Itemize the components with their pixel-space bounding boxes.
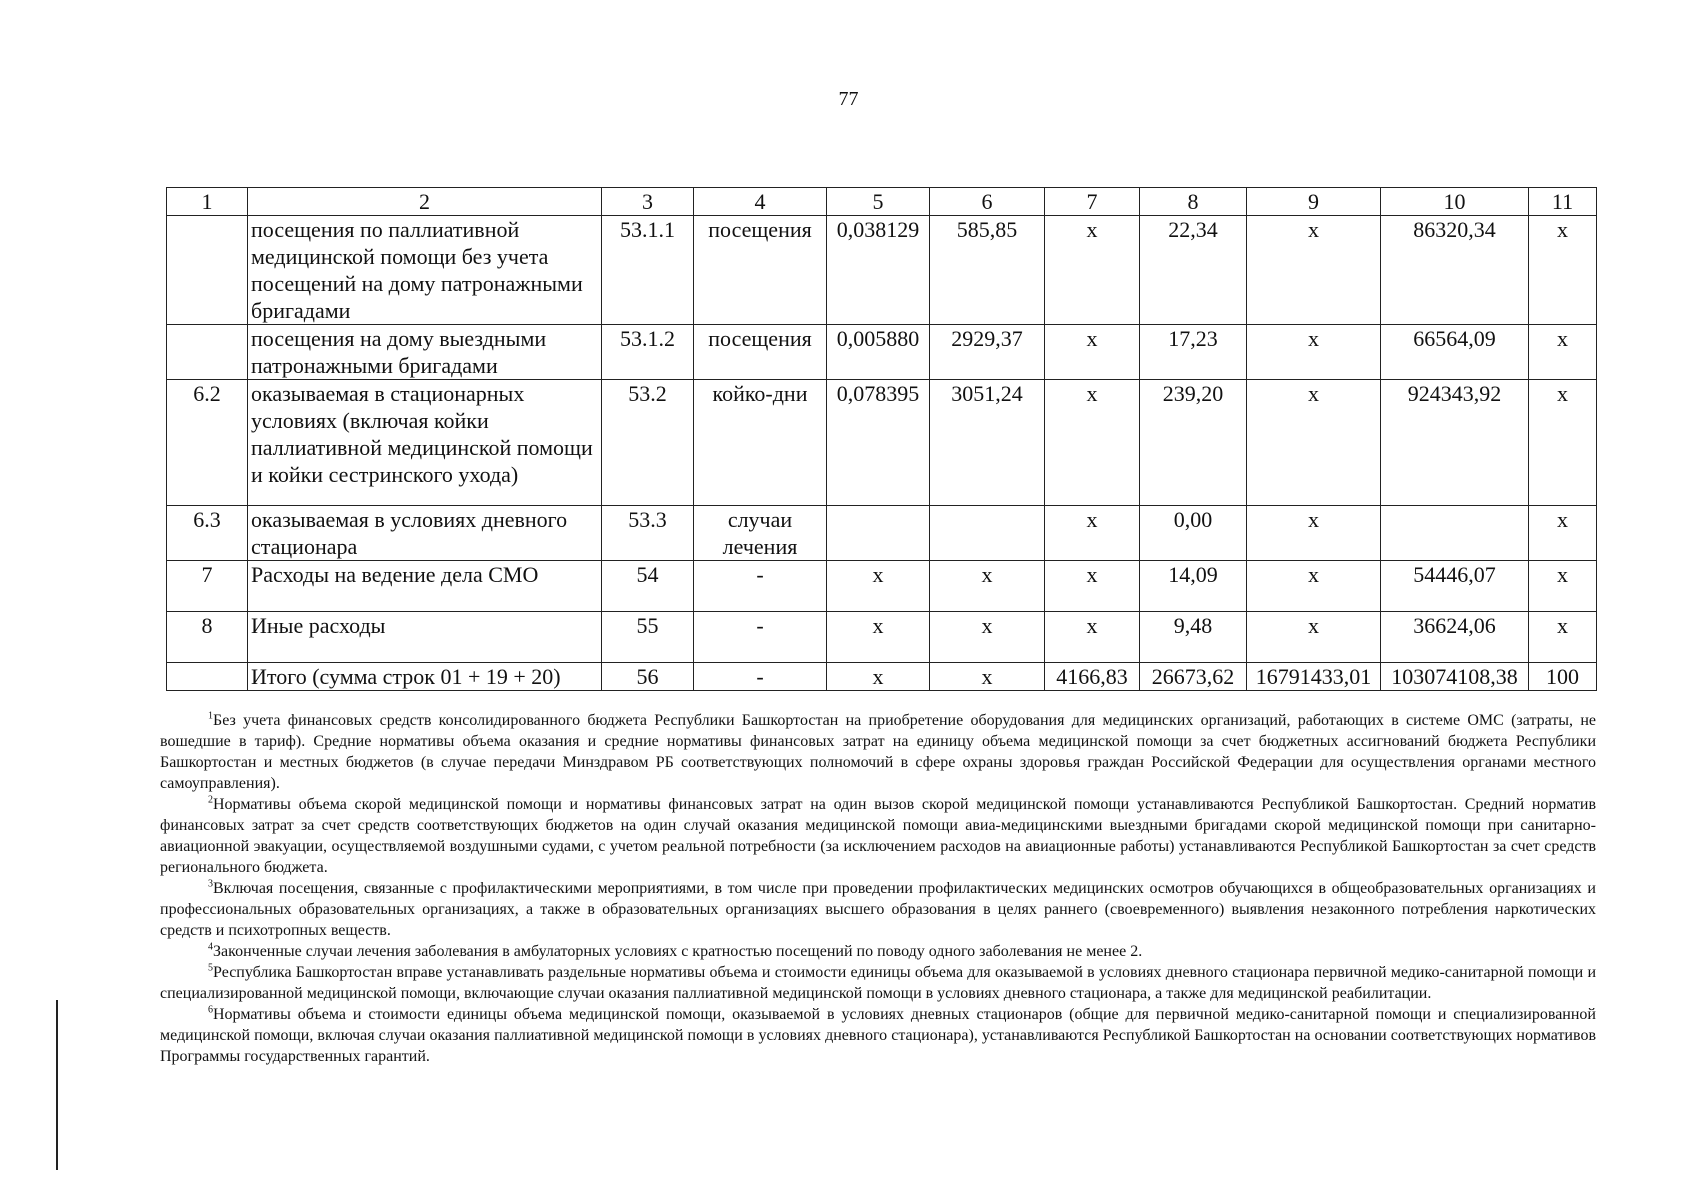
footnote-mark: 4: [208, 941, 213, 953]
table-cell: 100: [1529, 663, 1597, 691]
table-cell: х: [1247, 216, 1381, 325]
table-cell: 36624,06: [1381, 612, 1529, 663]
table-cell: 0,078395: [827, 380, 930, 506]
table-cell: 8: [167, 612, 248, 663]
header-cell: 8: [1140, 188, 1247, 216]
table-cell: 0,00: [1140, 506, 1247, 561]
table-cell: х: [1247, 506, 1381, 561]
footnote: [160, 710, 1596, 794]
table-cell: х: [827, 663, 930, 691]
table-cell: посещения: [694, 216, 827, 325]
table-cell: 66564,09: [1381, 325, 1529, 380]
table-cell: х: [930, 612, 1045, 663]
table-cell: 9,48: [1140, 612, 1247, 663]
table-cell: 7: [167, 561, 248, 612]
table-cell: 6.2: [167, 380, 248, 506]
table-cell: 239,20: [1140, 380, 1247, 506]
table-cell: посещения: [694, 325, 827, 380]
footnote-text: Республика Башкортостан вправе устанавливать раздельные нормативы объема и стоимости единицы объема для оказываемой в условиях дневного стационара первичной медико-санитарной помощи и специализированной медицинской помощи, включающие случаи оказания паллиативной медицинской помощи в условиях дневного стационара, а также для медицинской реабилитации.: [160, 964, 1596, 1002]
table-cell: 55: [602, 612, 694, 663]
table-cell: -: [694, 561, 827, 612]
header-cell: 6: [930, 188, 1045, 216]
table-cell: 53.1.2: [602, 325, 694, 380]
footnote-text: Без учета финансовых средств консолидированного бюджета Республики Башкортостан на приобретение оборудования для медицинских организаций, работающих в системе ОМС (затраты, не вошедшие в тариф). Средние нормативы объема оказания и средние нормативы финансовых затрат на единицу объема медицинской помощи за счет бюджетных ассигнований бюджета Республики Башкортостан и местных бюджетов (в случае передачи Минздравом РБ соответствующих полномочий в сфере охраны здоровья граждан Российской Федерации для осуществления органами местного самоуправления).: [160, 712, 1596, 792]
header-cell: 11: [1529, 188, 1597, 216]
table-cell: х: [1247, 325, 1381, 380]
table-cell: х: [1045, 380, 1140, 506]
table-cell: [1381, 506, 1529, 561]
margin-rule: [56, 1000, 58, 1170]
table-cell: [167, 663, 248, 691]
header-cell: 10: [1381, 188, 1529, 216]
table-cell: 924343,92: [1381, 380, 1529, 506]
table-row: [167, 612, 1597, 663]
footnote: [160, 794, 1596, 878]
footnote-text: Включая посещения, связанные с профилактическими мероприятиями, в том числе при проведении профилактических медицинских осмотров обучающихся в общеобразовательных организациях и профессиональных образовательных организациях, а также в образовательных организациях высшего образования в целях раннего (своевременного) выявления незаконного потребления наркотических средств и психотропных веществ.: [160, 880, 1596, 939]
table-cell: 16791433,01: [1247, 663, 1381, 691]
footnote-mark: 3: [208, 878, 213, 890]
table-cell: 53.3: [602, 506, 694, 561]
table-cell: [167, 325, 248, 380]
table-cell: 0,005880: [827, 325, 930, 380]
table-cell: [930, 506, 1045, 561]
table-cell: 0,038129: [827, 216, 930, 325]
header-cell: 4: [694, 188, 827, 216]
table-row: [167, 216, 1597, 325]
table-cell: х: [1045, 612, 1140, 663]
table-cell: -: [694, 663, 827, 691]
table-row: [167, 506, 1597, 561]
table-cell: х: [1045, 561, 1140, 612]
table-cell: х: [1529, 506, 1597, 561]
table-header-row: [167, 188, 1597, 216]
table-cell: 2929,37: [930, 325, 1045, 380]
row-description-cell: оказываемая в стационарных условиях (включая койки паллиативной медицинской помощи и койки сестринского ухода): [248, 380, 602, 506]
table-cell: х: [1529, 380, 1597, 506]
footnote-mark: 5: [208, 962, 213, 974]
footnote-text: Нормативы объема и стоимости единицы объема медицинской помощи, оказываемой в условиях дневных стационаров (общие для первичной медико-санитарной помощи и специализированной медицинской помощи, включая случаи оказания паллиативной медицинской помощи в условиях дневного стационара), устанавливаются Республикой Башкортостан на основании соответствующих нормативов Программы государственных гарантий.: [160, 1006, 1596, 1065]
table-cell: 26673,62: [1140, 663, 1247, 691]
table-cell: койко-дни: [694, 380, 827, 506]
footnote-text: Законченные случаи лечения заболевания в амбулаторных условиях с кратностью посещений по поводу одного заболевания не менее 2.: [213, 943, 1143, 960]
table-cell: х: [1045, 325, 1140, 380]
footnotes: [160, 710, 1596, 1067]
table-cell: 22,34: [1140, 216, 1247, 325]
table-row: [167, 380, 1597, 506]
footnote-mark: 2: [208, 794, 213, 806]
table-cell: -: [694, 612, 827, 663]
row-description-cell: Расходы на ведение дела СМО: [248, 561, 602, 612]
table-cell: х: [1247, 380, 1381, 506]
footnote: [160, 941, 1596, 962]
table-cell: случаи лечения: [694, 506, 827, 561]
table-cell: х: [1529, 612, 1597, 663]
table-cell: х: [827, 612, 930, 663]
row-description-cell: посещения по паллиативной медицинской помощи без учета посещений на дому патронажными бригадами: [248, 216, 602, 325]
table-cell: х: [1529, 325, 1597, 380]
table-cell: 3051,24: [930, 380, 1045, 506]
header-cell: 5: [827, 188, 930, 216]
table-cell: 14,09: [1140, 561, 1247, 612]
table-cell: [827, 506, 930, 561]
table-cell: х: [1045, 216, 1140, 325]
footnote: [160, 1004, 1596, 1067]
header-cell: 2: [248, 188, 602, 216]
table-cell: х: [827, 561, 930, 612]
table-cell: х: [930, 561, 1045, 612]
expenditure-table: [166, 187, 1597, 691]
row-description-cell: Иные расходы: [248, 612, 602, 663]
header-cell: 1: [167, 188, 248, 216]
table-cell: 17,23: [1140, 325, 1247, 380]
table-cell: 54446,07: [1381, 561, 1529, 612]
table-cell: х: [930, 663, 1045, 691]
footnote-mark: 1: [208, 710, 213, 722]
footnote-mark: 6: [208, 1004, 213, 1016]
footnote: [160, 962, 1596, 1004]
table-cell: [167, 216, 248, 325]
table-cell: 53.1.1: [602, 216, 694, 325]
table-cell: 103074108,38: [1381, 663, 1529, 691]
row-description-cell: Итого (сумма строк 01 + 19 + 20): [248, 663, 602, 691]
header-cell: 3: [602, 188, 694, 216]
table-cell: х: [1529, 561, 1597, 612]
footnote: [160, 878, 1596, 941]
table-row: [167, 663, 1597, 691]
table-cell: х: [1045, 506, 1140, 561]
table-cell: 56: [602, 663, 694, 691]
table-cell: х: [1529, 216, 1597, 325]
row-description-cell: оказываемая в условиях дневного стационара: [248, 506, 602, 561]
table-cell: 6.3: [167, 506, 248, 561]
footnote-text: Нормативы объема скорой медицинской помощи и нормативы финансовых затрат на один вызов скорой медицинской помощи устанавливаются Республикой Башкортостан. Средний норматив финансовых затрат за счет средств соответствующих бюджетов на один случай оказания медицинской помощи авиа-медицинскими выездными бригадами скорой медицинской помощи при санитарно-авиационной эвакуации, осуществляемой воздушными судами, с учетом реальной потребности (за исключением расходов на авиационные работы) устанавливаются Республикой Башкортостан за счет средств регионального бюджета.: [160, 796, 1596, 876]
table-cell: 86320,34: [1381, 216, 1529, 325]
header-cell: 9: [1247, 188, 1381, 216]
table-cell: 53.2: [602, 380, 694, 506]
page-number: 77: [838, 88, 859, 110]
table-cell: х: [1247, 612, 1381, 663]
table-cell: 4166,83: [1045, 663, 1140, 691]
header-cell: 7: [1045, 188, 1140, 216]
table-cell: 585,85: [930, 216, 1045, 325]
table-cell: х: [1247, 561, 1381, 612]
row-description-cell: посещения на дому выездными патронажными бригадами: [248, 325, 602, 380]
table-row: [167, 325, 1597, 380]
table-row: [167, 561, 1597, 612]
table-body: [167, 188, 1597, 691]
table-cell: 54: [602, 561, 694, 612]
